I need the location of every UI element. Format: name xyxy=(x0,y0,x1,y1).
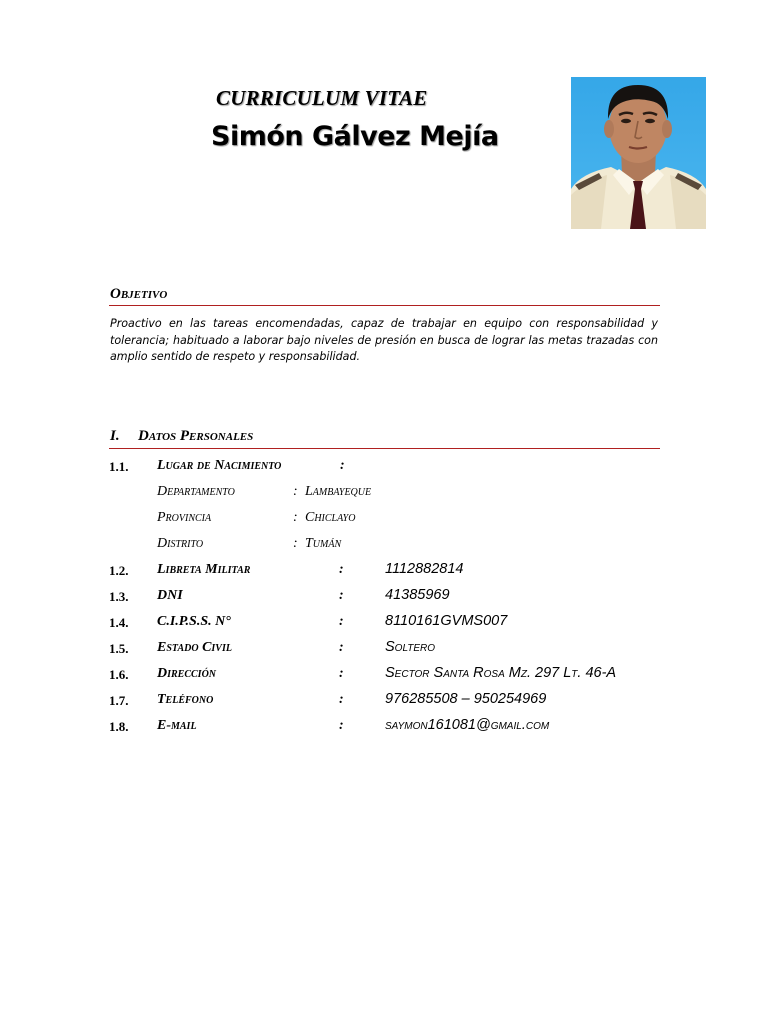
item-number: 1.8. xyxy=(109,719,129,734)
objective-heading: Objetivo xyxy=(110,286,168,302)
email-label: E-mail xyxy=(157,718,197,733)
objective-text: Proactivo en las tareas encomendadas, capaz de trabajar en equipo con responsabilidad y tolerancia; habituado a laborar bajo niveles de presión en busca de lograr las metas trazadas con amplio sentido de respeto y responsabilidad. xyxy=(110,317,658,363)
dni-label: DNI xyxy=(157,588,183,603)
address-value: Sector Santa Rosa Mz. 297 Lt. 46-A xyxy=(385,665,617,681)
province-colon: : xyxy=(293,510,298,525)
phone-value: 976285508 – 950254969 xyxy=(385,691,547,707)
item-number: 1.6. xyxy=(109,667,129,682)
personal-data-heading xyxy=(110,428,253,445)
personal-data-divider xyxy=(109,448,660,449)
cipss-colon: : xyxy=(339,614,344,629)
district-value: Tumán xyxy=(305,536,342,551)
section-number: I. xyxy=(110,428,120,444)
civil-status-value: Soltero xyxy=(385,639,436,655)
department-colon: : xyxy=(293,484,298,499)
civil-status-colon: : xyxy=(339,640,344,655)
birthplace-colon: : xyxy=(340,458,345,473)
objective-divider xyxy=(109,305,660,306)
item-number: 1.7. xyxy=(109,693,129,708)
province-label: Provincia xyxy=(157,510,212,525)
department-value: Lambayeque xyxy=(305,484,372,499)
birthplace-label: Lugar de Nacimiento xyxy=(157,458,282,473)
item-number: 1.3. xyxy=(109,589,129,604)
phone-colon: : xyxy=(339,692,344,707)
dni-value: 41385969 xyxy=(385,587,450,603)
military-id-label: Libreta Militar xyxy=(157,562,251,577)
address-colon: : xyxy=(339,666,344,681)
item-number: 1.2. xyxy=(109,563,129,578)
email-value: saymon161081@gmail.com xyxy=(385,717,550,733)
item-number: 1.1. xyxy=(109,459,129,474)
item-number: 1.5. xyxy=(109,641,129,656)
document-title: CURRICULUM VITAE xyxy=(216,86,428,110)
civil-status-label: Estado Civil xyxy=(157,640,232,655)
portrait-image xyxy=(571,77,706,229)
dni-colon: : xyxy=(339,588,344,603)
section-title: Datos Personales xyxy=(138,428,254,444)
address-label: Dirección xyxy=(157,666,217,681)
cipss-label: C.I.P.S.S. N° xyxy=(157,614,231,629)
item-number: 1.4. xyxy=(109,615,129,630)
district-label: Distrito xyxy=(157,536,204,551)
province-value: Chiclayo xyxy=(305,510,356,525)
military-id-colon: : xyxy=(339,562,344,577)
department-label: Departamento xyxy=(157,484,235,499)
profile-photo xyxy=(571,77,706,229)
person-name: Simón Gálvez Mejía xyxy=(211,121,499,152)
cipss-value: 8110161GVMS007 xyxy=(385,613,508,629)
phone-label: Teléfono xyxy=(157,692,214,707)
email-colon: : xyxy=(339,718,344,733)
district-colon: : xyxy=(293,536,298,551)
military-id-value: 1112882814 xyxy=(385,561,464,577)
